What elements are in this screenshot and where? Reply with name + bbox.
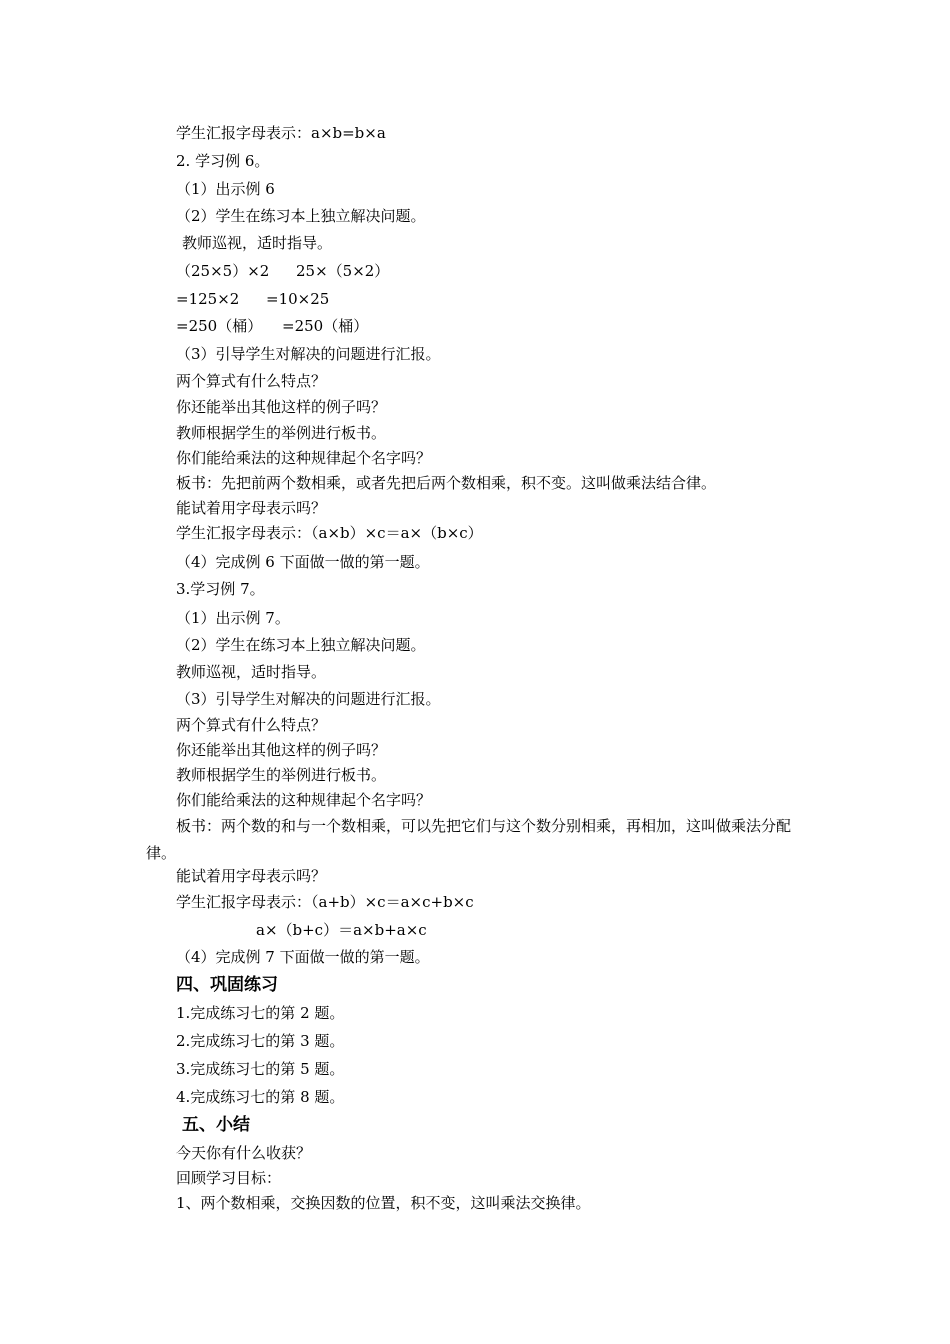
- text-line: 2.完成练习七的第 3 题。: [176, 1032, 345, 1050]
- text-line: （1）出示例 6: [176, 180, 275, 198]
- text-line: 教师巡视，适时指导。: [176, 663, 327, 681]
- calc-left: （25×5）×2: [176, 262, 270, 280]
- calc-left: =125×2: [176, 290, 240, 308]
- section-heading: 五、小结: [182, 1115, 250, 1135]
- text-line: 学生汇报字母表示：a×b=b×a: [176, 124, 386, 142]
- calc-row: [176, 261, 390, 281]
- text-line: 你还能举出其他这样的例子吗？: [176, 398, 387, 416]
- text-line: a×（b+c）＝a×b+a×c: [256, 921, 427, 939]
- text-line: 你还能举出其他这样的例子吗？: [176, 741, 387, 759]
- calc-right: =250（桶）: [282, 317, 369, 335]
- text-line: 2. 学习例 6。: [176, 152, 270, 170]
- text-line: 今天你有什么收获？: [176, 1144, 312, 1162]
- text-line: 1.完成练习七的第 2 题。: [176, 1004, 345, 1022]
- calc-left: =250（桶）: [176, 317, 263, 335]
- text-line: （2）学生在练习本上独立解决问题。: [176, 207, 426, 225]
- text-line: （3）引导学生对解决的问题进行汇报。: [176, 345, 441, 363]
- calc-row: [176, 316, 369, 336]
- text-line: 3.完成练习七的第 5 题。: [176, 1060, 345, 1078]
- text-line: 能试着用字母表示吗？: [176, 867, 327, 885]
- section-heading: 四、巩固练习: [176, 975, 278, 995]
- calc-row: [176, 289, 330, 309]
- text-line: 板书：先把前两个数相乘，或者先把后两个数相乘，积不变。这叫做乘法结合律。: [176, 474, 717, 492]
- calc-right: =10×25: [266, 290, 330, 308]
- text-line: （3）引导学生对解决的问题进行汇报。: [176, 690, 441, 708]
- text-line: 你们能给乘法的这种规律起个名字吗？: [176, 791, 432, 809]
- text-line: （1）出示例 7。: [176, 609, 290, 627]
- text-line: 你们能给乘法的这种规律起个名字吗？: [176, 449, 432, 467]
- text-line: 教师根据学生的举例进行板书。: [176, 766, 387, 784]
- text-line: 两个算式有什么特点？: [176, 716, 327, 734]
- text-line: （4）完成例 7 下面做一做的第一题。: [176, 948, 430, 966]
- text-line: （2）学生在练习本上独立解决问题。: [176, 636, 426, 654]
- text-line: 1、两个数相乘，交换因数的位置，积不变，这叫乘法交换律。: [176, 1194, 591, 1212]
- text-line: 3.学习例 7。: [176, 580, 265, 598]
- text-line: 教师根据学生的举例进行板书。: [176, 424, 387, 442]
- calc-right: 25×（5×2）: [296, 262, 390, 280]
- text-line: （4）完成例 6 下面做一做的第一题。: [176, 553, 430, 571]
- text-line: 学生汇报字母表示：（a×b）×c＝a×（b×c）: [176, 524, 483, 542]
- text-line: 能试着用字母表示吗？: [176, 499, 327, 517]
- text-line: 学生汇报字母表示：（a+b）×c＝a×c+b×c: [176, 893, 474, 911]
- text-line: 两个算式有什么特点？: [176, 372, 327, 390]
- text-line: 教师巡视，适时指导。: [182, 234, 333, 252]
- text-line: 4.完成练习七的第 8 题。: [176, 1088, 345, 1106]
- paragraph-wrap: 板书：两个数的和与一个数相乘，可以先把它们与这个数分别相乘，再相加，这叫做乘法分配律。: [146, 817, 792, 862]
- text-line: 回顾学习目标：: [176, 1169, 282, 1187]
